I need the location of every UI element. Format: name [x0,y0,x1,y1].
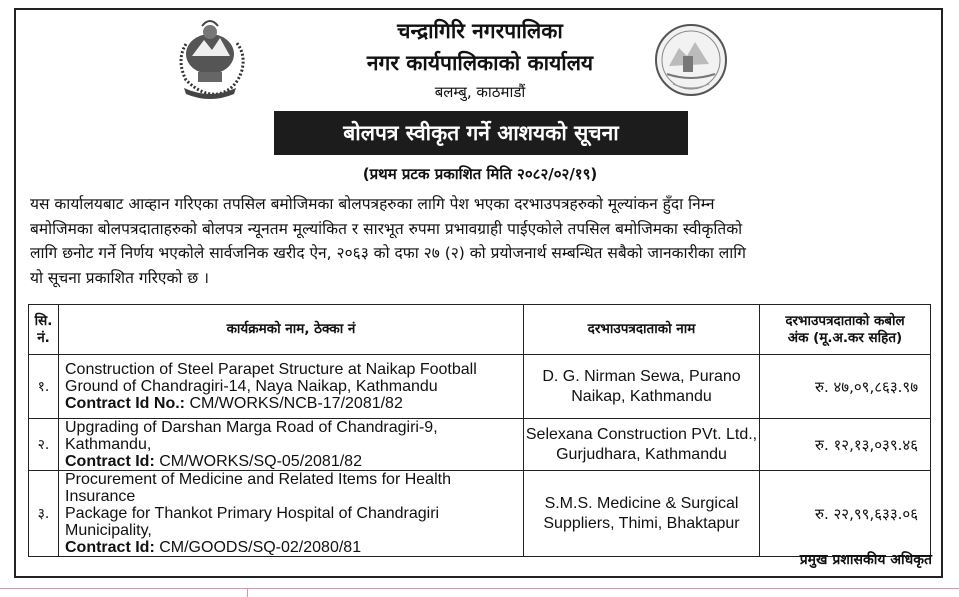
header-serial-line2: नं. [37,329,50,346]
header-program-name: कार्यक्रमको नाम, ठेक्का नं [59,305,524,355]
notice-body-line: यो सूचना प्रकाशित गरिएको छ । [30,268,210,287]
row-bidder-name [524,471,760,557]
row-serial-number: १. [29,355,59,419]
signatory-title: प्रमुख प्रशासकीय अधिकृत [799,552,932,568]
contract-id-value: CM/WORKS/SQ-05/2081/82 [154,453,362,470]
notice-body-line: बमोजिमका बोलपत्रदाताहरुको बोलपत्र न्यूनतम मूल्यांकित र सारभूत रुपमा प्रभावग्राही पाईएकोले तपसिल बमोजिमका स्वीकृतिको [30,219,743,238]
contract-id-label: Contract Id No.: [65,395,185,412]
table-row [29,355,931,419]
contract-id-line [65,395,523,412]
row-serial-number: २. [29,419,59,471]
government-emblem-logo [172,14,248,100]
table-row [29,419,931,471]
contract-id-line [65,453,523,470]
row-bidder-name [524,419,760,471]
notice-body-line: लागि छनोट गर्ने निर्णय भएकोले सार्वजनिक खरीद ऐन, २०६३ को दफा २७ (२) को प्रयोजनार्थ सम्बन्धित सबैको जानकारीका लागि [30,244,747,262]
header-serial-line1: सि. [34,312,53,329]
header-bid-amount [760,305,931,355]
notice-body-line: यस कार्यालयबाट आव्हान गरिएका तपसिल बमोजिमका बोलपत्रहरुका लागि पेश भएका दरभाउपत्रहरुको मूल्यांकन हुँदा निम्न [30,195,715,213]
bidder-line: Naikap, Kathmandu [571,387,712,405]
row-bid-amount: रु. २२,९९,६३३.०६ [760,471,931,557]
bidder-line: S.M.S. Medicine & Surgical [544,494,739,512]
bidder-line: Suppliers, Thimi, Bhaktapur [543,514,740,532]
contract-id-value: CM/GOODS/SQ-02/2080/81 [154,539,362,556]
table-row [29,471,931,557]
municipality-name: चन्द्रागिरि नगरपालिका [397,19,563,43]
program-line: Procurement of Medicine and Related Items for Health Insurance [65,471,451,505]
bottom-divider-tick [247,588,248,597]
header-amount-line1: दरभाउपत्रदाताको कबोल [785,312,905,329]
first-published-date: (प्रथम प्रटक प्रकाशित मिति २०८२/०२/१९) [362,165,598,183]
contract-id-label: Contract Id: [65,453,155,470]
bottom-divider [0,588,959,589]
table-header-row [29,305,931,355]
header-serial-number [29,305,59,355]
municipality-seal-logo [653,22,729,98]
row-bid-amount: रु. १२,१३,०३९.४६ [760,419,931,471]
bidder-line: Gurjudhara, Kathmandu [556,445,727,463]
program-line: Upgrading of Darshan Marga Road of Chandragiri-9, Kathmandu, [65,419,438,453]
bids-table [28,304,931,557]
program-line: Package for Thankot Primary Hospital of Chandragiri Municipality, [65,505,440,539]
row-program-name [59,471,524,557]
contract-id-label: Contract Id: [65,539,155,556]
program-line: Construction of Steel Parapet Structure at Naikap Football [65,361,477,378]
bidder-line: Selexana Construction PVt. Ltd., [525,425,758,443]
row-bidder-name [524,355,760,419]
row-serial-number: ३. [29,471,59,557]
header-amount-line2: अंक (मू.अ.कर सहित) [787,329,903,346]
row-bid-amount: रु. ४७,०९,८६३.९७ [760,355,931,419]
header-bidder-name: दरभाउपत्रदाताको नाम [524,305,760,355]
contract-id-value: CM/WORKS/NCB-17/2081/82 [185,395,403,412]
row-program-name [59,355,524,419]
notice-body [30,192,935,290]
program-line: Ground of Chandragiri-14, Naya Naikap, Kathmandu [65,378,438,395]
office-name: नगर कार्यपालिकाको कार्यालय [366,51,594,75]
notice-title-banner: बोलपत्र स्वीकृत गर्ने आशयको सूचना [274,111,688,155]
office-location: बलम्बु, काठमाडौं [434,83,526,101]
contract-id-line [65,539,523,556]
bidder-line: D. G. Nirman Sewa, Purano [542,367,741,385]
row-program-name [59,419,524,471]
